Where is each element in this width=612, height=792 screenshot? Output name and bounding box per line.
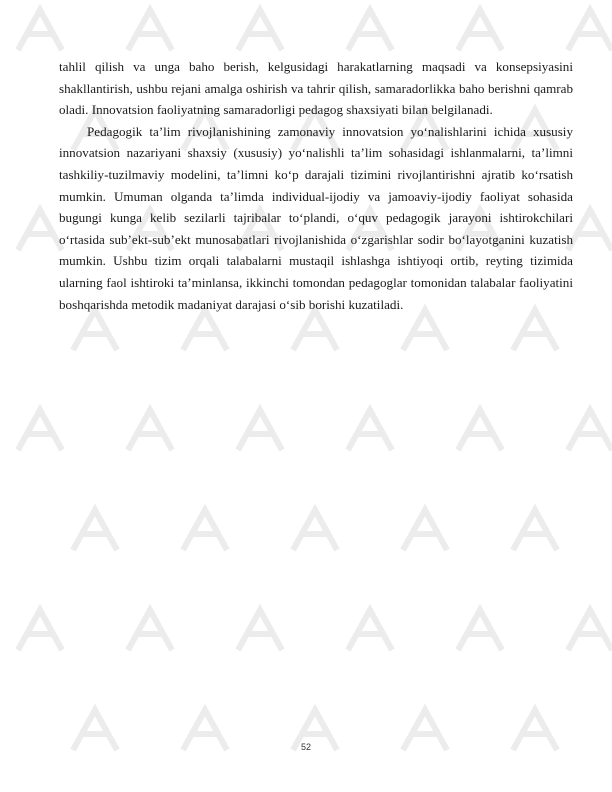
- watermark-glyph: [568, 10, 612, 50]
- watermark-glyph: [183, 310, 227, 350]
- watermark-glyph: [238, 610, 282, 650]
- watermark-glyph: [513, 310, 557, 350]
- watermark-glyph: [403, 510, 447, 550]
- watermark-glyph: [128, 10, 172, 50]
- watermark-glyph: [238, 410, 282, 450]
- watermark-glyph: [18, 210, 62, 250]
- watermark-glyph: [293, 310, 337, 350]
- watermark-glyph: [293, 510, 337, 550]
- watermark-glyph: [568, 610, 612, 650]
- watermark-glyph: [73, 510, 117, 550]
- watermark-glyph: [18, 410, 62, 450]
- watermark-glyph: [238, 10, 282, 50]
- watermark-glyph: [183, 510, 227, 550]
- watermark-glyph: [128, 610, 172, 650]
- watermark-glyph: [513, 510, 557, 550]
- watermark-glyph: [128, 410, 172, 450]
- watermark-glyph: [18, 10, 62, 50]
- watermark-glyph: [568, 210, 612, 250]
- watermark-glyph: [458, 410, 502, 450]
- page-number: 52: [300, 742, 311, 752]
- paragraph-1: tahlil qilish va unga baho berish, kelgusidagi harakatlarning maqsadi va konsepsiyasini shakllantirish, ushbu rejani amalga oshirish va tahrir qilish, samaradorlikka baho berishni qamrab oladi. Innovatsion faoliyatning samaradorligi pedagog shaxsiyati bilan belgilanadi.: [59, 59, 573, 118]
- watermark-glyph: [348, 610, 392, 650]
- watermark-glyph: [348, 10, 392, 50]
- document-body: [59, 56, 573, 315]
- paragraph-2: Pedagogik ta’lim rivojlanishining zamonaviy innovatsion yo‘nalishlarini ichida xususiy innovatsion nazariyani shaxsiy (xususiy) yo‘nalishli ta’lim sohasidagi ishlanmalarni, ta’limni tashkiliy-tuzilmaviy modelini, ta’limni ko‘p darajali tizimini rivojlantirishni ajratib ko‘rsatish mumkin. Umuman olganda ta’limda individual-ijodiy va jamoaviy-ijodiy faoliyat sohasida bugungi kunga kelib sezilarli tajribalar to‘plandi, o‘quv pedagogik jarayoni ishtirokchilari o‘rtasida sub’ekt-sub’ekt munosabatlari rivojlanishida o‘zgarishlar sodir bo‘layotganini kuzatish mumkin. Ushbu tizim orqali talabalarni mustaqil ishlashga ishtiyoqi ortib, reyting tizimida ularning faol ishtiroki ta’minlansa, ikkinchi tomondan pedagoglar tomonidan talabalar faoliyatini boshqarishda metodik madaniyat darajasi o‘sib borishi kuzatiladi.: [59, 123, 573, 312]
- watermark-glyph: [73, 310, 117, 350]
- watermark-glyph: [403, 310, 447, 350]
- watermark-glyph: [458, 610, 502, 650]
- watermark-glyph: [18, 610, 62, 650]
- watermark-glyph: [568, 410, 612, 450]
- watermark-glyph: [348, 410, 392, 450]
- watermark-glyph: [458, 10, 502, 50]
